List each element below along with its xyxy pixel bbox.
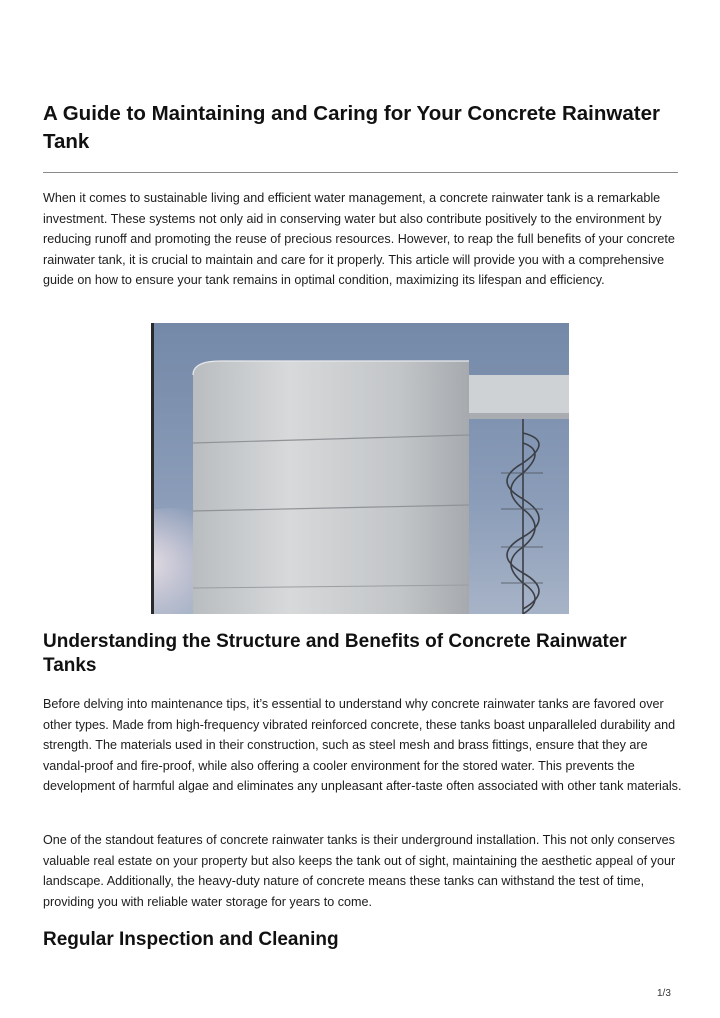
section-paragraph-2: One of the standout features of concrete rainwater tanks is their underground installation. This not only conserves valuable real estate on your property but also keeps the tank out of sight, maintaining the aesthetic appeal of your landscape. Additionally, the heavy-duty nature of concrete means these tanks can withstand the test of time, providing you with reliable water storage for years to come. bbox=[43, 833, 676, 909]
concrete-tank-photo bbox=[151, 323, 569, 614]
article-title: A Guide to Maintaining and Caring for Your Concrete Rainwater Tank bbox=[43, 102, 660, 153]
section-heading-structure: Understanding the Structure and Benefits of Concrete Rainwater Tanks bbox=[43, 631, 627, 676]
title-divider bbox=[43, 172, 678, 173]
section-paragraph-1: Before delving into maintenance tips, it’s essential to understand why concrete rainwater tanks are favored over other types. Made from high-frequency vibrated reinforced concrete, these tanks boast unparalleled durability and strength. The materials used in their construction, such as steel mesh and brass fittings, ensure that they are vandal-proof and fire-proof, while also offering a cooler environment for the stored water. This prevents the development of harmful algae and eliminates any unpleasant after-taste often associated with other tank materials. bbox=[43, 697, 682, 794]
section-heading-inspection: Regular Inspection and Cleaning bbox=[43, 929, 339, 950]
intro-paragraph: When it comes to sustainable living and efficient water management, a concrete rainwater tank is a remarkable investment. These systems not only aid in conserving water but also contribute positively to the environment by reducing runoff and promoting the reuse of precious resources. However, to reap the full benefits of your concrete rainwater tank, it is crucial to maintain and care for it properly. This article will provide you with a comprehensive guide on how to ensure your tank remains in optimal condition, maximizing its lifespan and efficiency. bbox=[43, 191, 675, 288]
page-number: 1/3 bbox=[657, 988, 671, 999]
